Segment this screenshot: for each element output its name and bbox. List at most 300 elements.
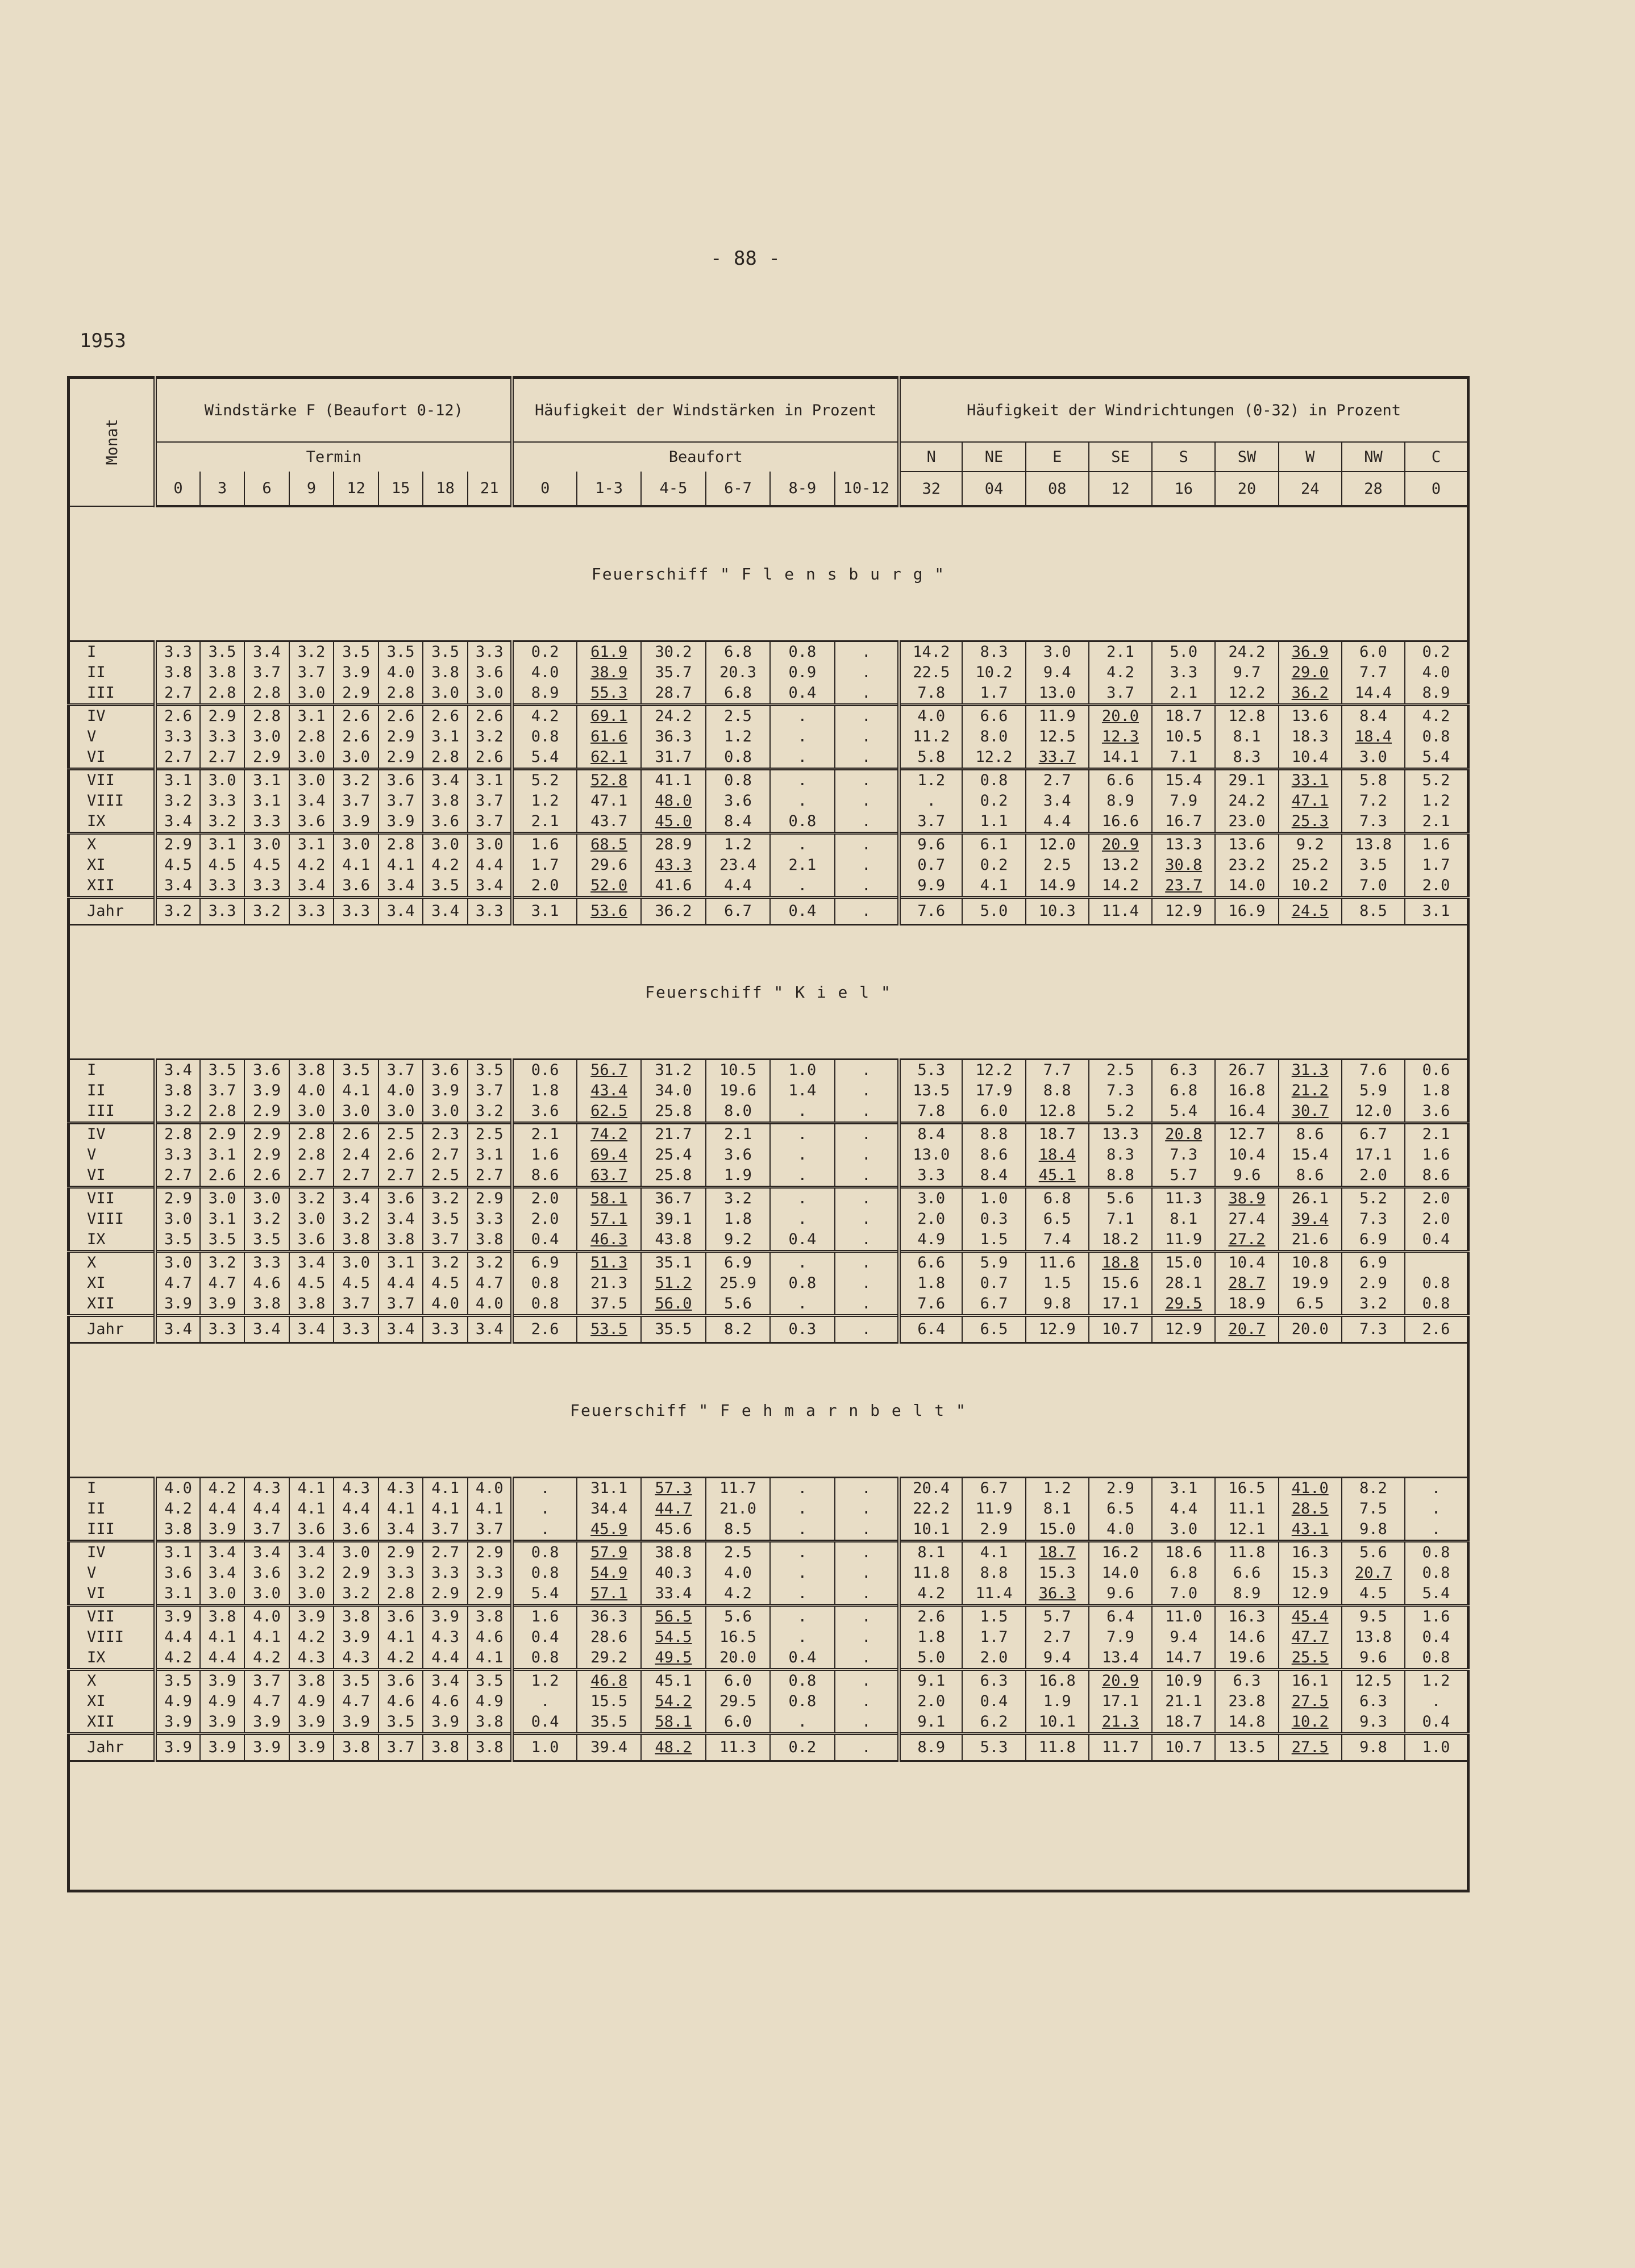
table-cell: 3.4 [378,875,423,898]
table-cell: . [770,1101,834,1123]
table-cell: 3.3 [200,727,245,747]
table-cell: 7.3 [1089,1081,1152,1101]
table-cell: 3.1 [155,769,200,791]
table-cell: 7.8 [899,683,962,705]
table-cell: . [770,705,834,727]
table-cell: . [770,769,834,791]
table-cell: 3.1 [289,705,334,727]
table-cell: 14.9 [1026,875,1089,898]
table-cell: 18.8 [1089,1252,1152,1274]
table-cell: 54.2 [641,1691,705,1712]
table-cell: 1.4 [770,1081,834,1101]
table-cell: 3.2 [289,1187,334,1210]
table-row [69,727,1468,747]
table-cell: 11.9 [1026,705,1089,727]
table-cell: 17.1 [1089,1294,1152,1316]
table-cell: 4.4 [200,1648,245,1670]
table-cell: 15.3 [1026,1563,1089,1583]
table-cell: 3.0 [289,683,334,705]
termin-col: 15 [378,472,423,506]
table-cell: . [512,1519,576,1541]
table-cell: 0.4 [962,1691,1025,1712]
table-cell: 13.6 [1215,833,1278,856]
table-cell: 11.8 [1026,1734,1089,1761]
table-cell: 5.8 [1342,769,1405,791]
table-cell: 24.2 [1215,791,1278,811]
table-cell: 8.0 [962,727,1025,747]
table-cell: . [835,1273,899,1294]
table-cell: 28.1 [1152,1273,1215,1294]
table-cell: 8.8 [1089,1165,1152,1187]
table-cell: 18.7 [1152,1712,1215,1734]
table-cell: 4.4 [244,1499,289,1519]
table-cell: 26.1 [1279,1187,1342,1210]
table-cell: 1.5 [1026,1273,1089,1294]
table-cell: 3.0 [244,727,289,747]
table-cell: 7.3 [1342,1209,1405,1229]
table-cell: 5.2 [1342,1187,1405,1210]
table-cell: 3.2 [334,1583,378,1606]
table-cell: 0.2 [770,1734,834,1761]
termin-col: 0 [155,472,200,506]
table-cell: 3.1 [289,833,334,856]
table-row [69,662,1468,683]
table-cell: . [835,683,899,705]
table-cell: 3.5 [1342,855,1405,875]
month-label: IX [69,1229,156,1252]
table-cell: 21.1 [1152,1691,1215,1712]
table-cell: 3.5 [423,641,468,663]
table-cell: 1.9 [706,1165,770,1187]
table-cell: 8.2 [1342,1478,1405,1499]
table-cell: 3.0 [289,1209,334,1229]
table-cell: 7.3 [1152,1145,1215,1165]
table-cell: 3.3 [200,875,245,898]
table-cell: 13.4 [1089,1648,1152,1670]
table-cell: 6.9 [1342,1229,1405,1252]
table-cell: 62.5 [577,1101,641,1123]
table-cell: 3.4 [289,791,334,811]
table-cell: 3.7 [378,1734,423,1761]
table-cell: 63.7 [577,1165,641,1187]
table-row [69,683,1468,705]
table-cell: 3.9 [334,811,378,833]
table-cell: 2.5 [423,1165,468,1187]
table-cell: 2.7 [1026,1627,1089,1648]
beaufort-col: 0 [512,472,576,506]
table-cell: 47.7 [1279,1627,1342,1648]
table-cell: 3.8 [334,1229,378,1252]
table-cell: 4.3 [244,1478,289,1499]
dir-name-ne: NE [962,442,1025,472]
table-cell: 4.1 [423,1499,468,1519]
table-cell: 1.0 [770,1060,834,1081]
table-cell: 4.7 [155,1273,200,1294]
table-cell: 46.8 [577,1670,641,1692]
table-cell: 30.7 [1279,1101,1342,1123]
table-cell: . [835,1101,899,1123]
table-cell: . [835,1670,899,1692]
table-row [69,1165,1468,1187]
table-cell: 4.1 [378,855,423,875]
table-cell: . [835,1563,899,1583]
table-cell: 28.9 [641,833,705,856]
table-cell: . [770,875,834,898]
month-label: XI [87,1692,106,1710]
table-cell: 0.4 [512,1627,576,1648]
month-label: VIII [87,1210,124,1228]
table-cell: 0.7 [899,855,962,875]
table-cell: 3.6 [706,1145,770,1165]
table-cell: 9.2 [1279,833,1342,856]
month-label: X [87,1672,97,1690]
table-cell: 0.8 [962,769,1025,791]
table-cell: 27.5 [1279,1734,1342,1761]
table-cell: 16.7 [1152,811,1215,833]
table-cell: 0.9 [770,662,834,683]
table-row [69,1294,1468,1316]
table-cell: 47.1 [577,791,641,811]
table-cell: 3.0 [334,1252,378,1274]
month-label: IX [69,811,156,833]
table-cell: 9.4 [1026,662,1089,683]
table-cell: 8.6 [1279,1165,1342,1187]
dir-name-w: W [1279,442,1342,472]
table-cell: 3.5 [423,1209,468,1229]
table-cell: 8.5 [1342,898,1405,925]
table-cell: 3.8 [468,1229,513,1252]
table-cell: 3.4 [378,1209,423,1229]
table-cell: 2.0 [1342,1165,1405,1187]
table-cell: 18.7 [1152,705,1215,727]
table-cell: 6.6 [1215,1563,1278,1583]
month-label: IV [87,1125,106,1143]
table-cell: 4.0 [289,1081,334,1101]
table-cell: 3.7 [289,662,334,683]
table-cell: 1.6 [1405,833,1468,856]
table-cell: 3.3 [1152,662,1215,683]
table-cell: 53.6 [577,898,641,925]
table-cell: 3.7 [378,1060,423,1081]
table-cell: 3.7 [334,1294,378,1316]
table-cell: 4.0 [378,1081,423,1101]
table-cell: 3.3 [468,898,513,925]
table-cell: 41.1 [641,769,705,791]
table-cell: 2.8 [289,1145,334,1165]
table-cell: 3.1 [244,791,289,811]
table-cell: 30.2 [641,641,705,663]
table-cell: 4.0 [512,662,576,683]
table-cell: 3.1 [200,833,245,856]
table-row [69,641,1468,663]
table-cell: 35.7 [641,662,705,683]
table-cell: 3.3 [423,1316,468,1343]
table-cell: 9.2 [706,1229,770,1252]
year-label: 1953 [80,330,126,352]
table-row [69,1229,1468,1252]
table-cell: 3.8 [244,1294,289,1316]
table-cell: 47.1 [1279,791,1342,811]
table-cell: . [835,1519,899,1541]
table-cell: 4.5 [244,855,289,875]
table-cell: 21.0 [706,1499,770,1519]
table-cell: . [835,641,899,663]
table-cell: 10.2 [962,662,1025,683]
table-cell: 1.8 [1405,1081,1468,1101]
table-cell: 1.2 [706,727,770,747]
table-cell: 4.6 [468,1627,513,1648]
table-cell: 2.3 [423,1123,468,1145]
table-cell: 24.2 [641,705,705,727]
table-cell: 4.4 [468,855,513,875]
table-cell: 6.9 [706,1252,770,1274]
table-cell: . [835,1229,899,1252]
table-cell: 15.0 [1152,1252,1215,1274]
windstaerke-header: Windstärke F (Beaufort 0-12) [155,378,512,443]
table-cell: . [1405,1478,1468,1499]
table-cell: 9.8 [1026,1294,1089,1316]
table-cell: 1.6 [512,1606,576,1628]
month-label: VIII [87,792,124,810]
table-cell: 33.7 [1026,747,1089,769]
table-cell: 12.2 [1215,683,1278,705]
table-cell: 4.5 [423,1273,468,1294]
table-cell: 9.3 [1342,1712,1405,1734]
table-cell: 23.4 [706,855,770,875]
table-cell: 36.9 [1279,641,1342,663]
table-cell: 14.6 [1215,1627,1278,1648]
table-cell: 3.3 [155,1145,200,1165]
table-cell: 3.6 [706,791,770,811]
table-cell: 4.1 [468,1648,513,1670]
table-cell: 25.4 [641,1145,705,1165]
table-cell: 2.5 [706,705,770,727]
table-cell: 2.9 [244,1123,289,1145]
table-cell: 25.5 [1279,1648,1342,1670]
jahr-label: Jahr [69,898,156,925]
table-cell: 3.1 [200,1145,245,1165]
table-cell: . [770,1209,834,1229]
table-cell: 8.9 [1405,683,1468,705]
table-cell: 3.8 [334,1606,378,1628]
table-cell: 3.7 [378,1294,423,1316]
table-cell: 16.5 [1215,1478,1278,1499]
table-cell: . [770,791,834,811]
table-cell: 8.0 [706,1101,770,1123]
table-cell: 3.0 [378,1101,423,1123]
table-cell: 2.9 [155,833,200,856]
table-cell: 3.6 [378,1606,423,1628]
table-cell: 1.2 [1405,791,1468,811]
table-cell: 3.2 [334,1209,378,1229]
table-cell: 5.6 [1089,1187,1152,1210]
table-cell: 2.8 [423,747,468,769]
table-cell: 3.2 [155,898,200,925]
jahr-label: Jahr [69,1734,156,1761]
table-cell: 3.8 [423,1734,468,1761]
table-cell: 2.6 [899,1606,962,1628]
table-cell: 3.8 [423,662,468,683]
table-cell: 3.3 [468,1209,513,1229]
table-cell: 6.5 [1026,1209,1089,1229]
table-cell: 3.7 [468,791,513,811]
table-cell: 12.9 [1152,1316,1215,1343]
table-cell: 44.7 [641,1499,705,1519]
table-cell: 1.7 [1405,855,1468,875]
table-cell: 11.8 [1215,1541,1278,1564]
table-cell: 5.2 [1089,1101,1152,1123]
table-cell: 3.9 [289,1606,334,1628]
wind-statistics-table [67,376,1470,1892]
table-cell: 31.3 [1279,1060,1342,1081]
table-cell: 3.3 [899,1165,962,1187]
table-cell: 3.8 [155,662,200,683]
table-cell: 0.2 [512,641,576,663]
table-cell: 6.2 [962,1712,1025,1734]
beaufort-header: Beaufort [512,442,899,472]
table-cell: 27.2 [1215,1229,1278,1252]
month-label: VI [69,1165,156,1187]
table-cell: 3.1 [1405,898,1468,925]
table-cell: 3.9 [244,1712,289,1734]
table-cell: 4.3 [334,1478,378,1499]
table-cell: 7.9 [1089,1627,1152,1648]
table-cell: 54.9 [577,1563,641,1583]
month-label: I [87,1061,97,1079]
table-cell: 0.8 [706,769,770,791]
table-row [69,1252,1468,1274]
table-cell: 43.8 [641,1229,705,1252]
table-cell: 10.7 [1089,1316,1152,1343]
table-cell: 25.9 [706,1273,770,1294]
table-cell: 3.2 [289,1563,334,1583]
table-cell: 0.8 [770,641,834,663]
table-cell: 3.4 [378,1519,423,1541]
table-cell: 3.8 [200,662,245,683]
dir-code: 32 [899,472,962,506]
table-cell: 3.7 [378,791,423,811]
table-cell: 16.1 [1279,1670,1342,1692]
table-cell: 0.4 [1405,1627,1468,1648]
table-cell: 21.3 [577,1273,641,1294]
table-cell: 8.5 [706,1519,770,1541]
table-cell: 3.2 [334,769,378,791]
table-cell: . [835,1209,899,1229]
dir-code: 16 [1152,472,1215,506]
table-cell: 5.0 [962,898,1025,925]
table-cell: 21.6 [1279,1229,1342,1252]
table-cell: 6.5 [962,1316,1025,1343]
table-cell: 3.4 [200,1541,245,1564]
table-cell: 12.5 [1026,727,1089,747]
table-cell: 4.6 [244,1273,289,1294]
table-row [69,1606,1468,1628]
table-cell: 36.3 [577,1606,641,1628]
table-cell: 14.7 [1152,1648,1215,1670]
table-cell: 0.2 [962,855,1025,875]
month-label: VII [87,1190,115,1207]
table-cell: 2.9 [1342,1273,1405,1294]
table-cell: 2.6 [468,747,513,769]
table-cell: 9.5 [1342,1606,1405,1628]
table-cell: 2.9 [155,1187,200,1210]
table-cell: 3.9 [155,1606,200,1628]
table-cell: 4.0 [468,1294,513,1316]
table-cell: 3.9 [378,811,423,833]
table-cell: 4.0 [706,1563,770,1583]
table-cell: . [835,1145,899,1165]
table-cell: 1.0 [1405,1734,1468,1761]
table-cell: 3.3 [468,641,513,663]
table-cell: 4.5 [289,1273,334,1294]
table-cell: 9.4 [1152,1627,1215,1648]
table-cell: 3.5 [244,1229,289,1252]
station-name: Feuerschiff " K i e l " [69,925,1468,1060]
dir-code: 12 [1089,472,1152,506]
dir-code: 28 [1342,472,1405,506]
table-cell: . [1405,1691,1468,1712]
table-cell: 0.2 [962,791,1025,811]
table-cell: 5.0 [1152,641,1215,663]
table-row [69,791,1468,811]
table-cell: 0.6 [1405,1060,1468,1081]
table-cell: 1.8 [706,1209,770,1229]
jahr-row [69,1734,1468,1761]
table-cell: 25.2 [1279,855,1342,875]
table-cell: 11.2 [899,727,962,747]
table-cell: 3.9 [155,1294,200,1316]
table-cell: 1.6 [512,833,576,856]
table-cell: 3.2 [244,1209,289,1229]
table-cell: 3.0 [334,747,378,769]
table-cell: 3.7 [468,1081,513,1101]
table-cell: 6.9 [512,1252,576,1274]
haeufigkeit-staerken-header: Häufigkeit der Windstärken in Prozent [512,378,899,443]
table-cell: 2.9 [423,1583,468,1606]
table-cell: 3.3 [468,1563,513,1583]
table-cell: 6.8 [1152,1081,1215,1101]
table-cell: 0.8 [1405,1563,1468,1583]
table-cell: 0.8 [1405,1541,1468,1564]
table-cell: 35.1 [641,1252,705,1274]
month-label: XII [69,1294,156,1316]
table-cell: 0.4 [512,1229,576,1252]
table-cell: 1.2 [706,833,770,856]
table-cell: 12.0 [1342,1101,1405,1123]
table-cell: 29.1 [1215,769,1278,791]
table-cell: 1.6 [1405,1145,1468,1165]
table-cell: 13.0 [899,1145,962,1165]
table-cell: 2.0 [512,875,576,898]
table-cell: 4.2 [200,1478,245,1499]
table-cell: 14.2 [899,641,962,663]
table-cell: 7.7 [1026,1060,1089,1081]
table-cell: 0.8 [512,727,576,747]
table-cell: 4.0 [1405,662,1468,683]
table-cell: 4.6 [378,1691,423,1712]
table-cell: 1.8 [899,1627,962,1648]
table-cell: 0.8 [770,1273,834,1294]
table-cell: 0.8 [512,1541,576,1564]
table-cell: 8.1 [899,1541,962,1564]
table-cell: 5.0 [899,1648,962,1670]
table-cell: . [770,1563,834,1583]
table-cell: 4.3 [378,1478,423,1499]
table-cell: 3.7 [423,1229,468,1252]
table-cell: 12.9 [1026,1316,1089,1343]
table-cell: 4.4 [423,1648,468,1670]
table-cell: 57.9 [577,1541,641,1564]
